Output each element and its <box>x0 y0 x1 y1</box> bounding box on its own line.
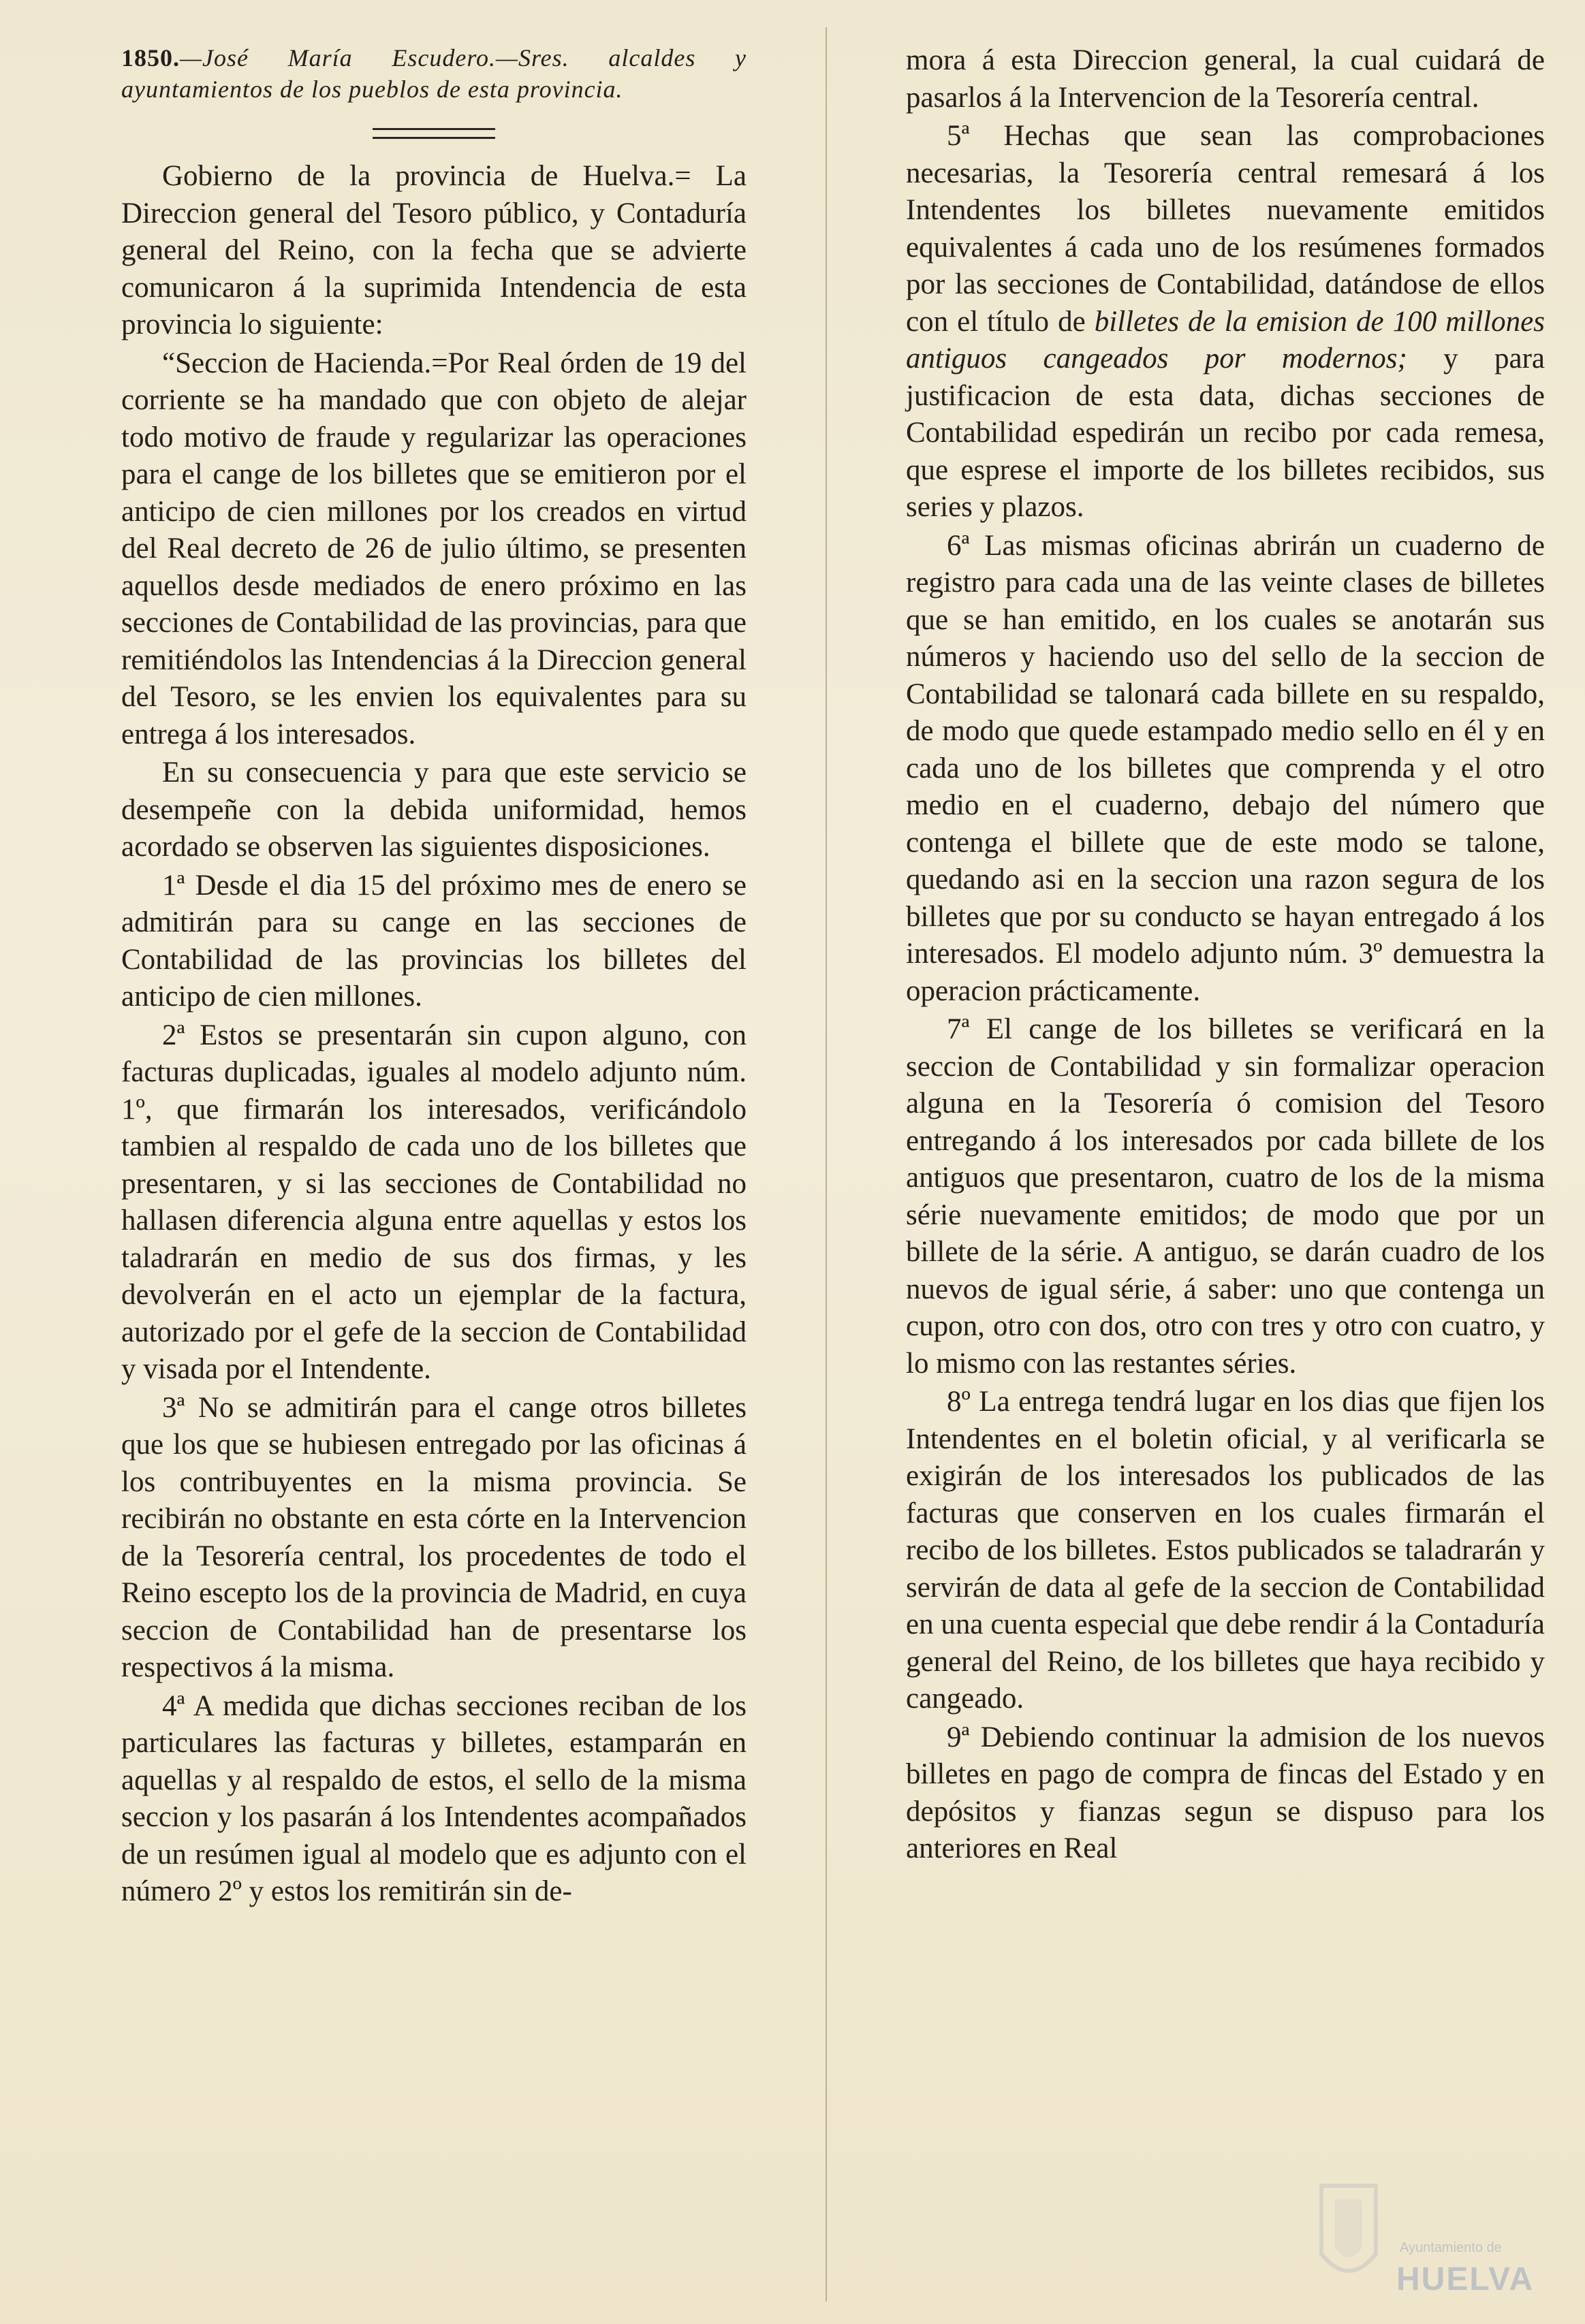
disposicion-text: Las mismas oficinas abrirán un cuaderno de registro para cada una de las veinte clases de billetes que se han emitido, en los cuales se anotarán sus números y haciendo uso del sello de la seccion de Contabilidad se talonará cada billete en su respaldo, de modo que quede estampado medio sello en él y en cada uno de los billetes que comprenda y el otro medio en el cuaderno, debajo del número que contenga el billete que de este modo se talone, quedando asi en la seccion una razon segura de los billetes que por su conducto se hayan entregado á los interesados. El modelo adjunto núm. 3º demuestra la operacion prácticamente. <box>906 529 1545 1007</box>
disposicion-text: La entrega tendrá lugar en los dias que fijen los Intendentes en el boletin oficial, y al verificarla se exigirán de los interesados los publicados de las facturas que conserven en los cuales firmarán el recibo de los billetes. Estos publicados se taladrarán y servirán de data al gefe de la seccion de Contabilidad en una cuenta especial que debe rendir á la Contaduría general del Reino, de los billetes que haya recibido y cangeado. <box>906 1386 1545 1715</box>
paragraph-disposicion-5 <box>906 118 1545 526</box>
paragraph-consecuencia: En su consecuencia y para que este servicio se desempeñe con la debida uniformidad, hemos acordado se observen las siguientes disposiciones. <box>121 757 747 863</box>
paragraph-disposicion-7 <box>906 1011 1545 1382</box>
disposicion-text: Hechas que sean las comprobaciones necesarias, la Tesorería central remesará á los Intendentes los billetes nuevamente emitidos equivalentes á cada uno de los resúmenes formados por las secciones de Contabilidad, datándose de ellos con el título de <box>906 120 1545 338</box>
header-line <box>121 42 747 105</box>
paragraph-disposicion-9 <box>906 1719 1545 1868</box>
double-rule-divider <box>373 128 495 139</box>
disposicion-text: A medida que dichas secciones reciban de los particulares las facturas y billetes, estamparán en aquellas y al respaldo de estos, el sello de la misma seccion y los pasarán á los Intendentes acompañados de un resúmen igual al modelo que es adjunto con el número 2º y estos los remitirán sin de- <box>121 1689 747 1907</box>
paragraph-disposicion-8 <box>906 1384 1545 1718</box>
paragraph-seccion-hacienda: “Seccion de Hacienda.=Por Real órden de 19 del corriente se ha mandado que con objeto de alejar todo motivo de fraude y regularizar las operaciones para el cange de los billetes que se emitieron por el anticipo de cien millones por los creados en virtud del Real decreto de 26 de julio último, se presenten aquellos desde mediados de enero próximo en las secciones de Contabilidad de las provincias, para que remitiéndolos las Intendencias á la Direccion general del Tesoro, se les envien los equivalentes para su entrega á los interesados. <box>121 347 747 750</box>
italic-phrase: billetes de la emision de 100 millones antiguos cangeados por modernos; <box>906 305 1545 375</box>
disposicion-text: Desde el dia 15 del próximo mes de enero se admitirán para su cange en las secciones de Contabilidad de las provincias los billetes del anticipo de cien millones. <box>121 869 747 1013</box>
left-column <box>121 42 747 1912</box>
disposicion-number: 3ª <box>162 1391 185 1424</box>
paragraph-disposicion-2 <box>121 1017 747 1388</box>
paragraph-disposicion-4 <box>121 1688 747 1911</box>
watermark-title: HUELVA <box>1396 2261 1535 2297</box>
disposicion-text-end: y para justificacion de esta data, dichas secciones de Contabilidad espedirán un recibo por cada remesa, que esprese el importe de los billetes recibidos, sus series y plazos. <box>906 343 1545 523</box>
disposicion-number: 6ª <box>947 529 970 562</box>
paragraph-disposicion-6 <box>906 528 1545 1010</box>
right-column <box>906 42 1545 1869</box>
disposicion-number: 5ª <box>947 120 970 152</box>
header-year: 1850. <box>121 44 180 71</box>
paragraph-disposicion-1 <box>121 867 747 1016</box>
disposicion-text: El cange de los billetes se verificará en la seccion de Contabilidad y sin formalizar operacion alguna en la Tesorería ó comision del Tesoro entregando á los interesados por cada billete de los antiguos que presentaron, cuatro de los de la misma série nuevamente emitidos; de modo que por un billete de la série. A antiguo, se darán cuadro de los nuevos de igual série, á saber: uno que contenga un cupon, otro con dos, otro con tres y otro con cuatro, y lo mismo con las restantes séries. <box>906 1013 1545 1380</box>
disposicion-text: No se admitirán para el cange otros billetes que los que se hubiesen entregado por las oficinas á los contribuyentes en la misma provincia. Se recibirán no obstante en esta córte en la Intervencion de la Tesorería central, los procedentes de todo el Reino escepto los de la provincia de Madrid, en cuya seccion de Contabilidad han de presentarse los respectivos á la misma. <box>121 1391 747 1683</box>
paragraph-disposicion-3 <box>121 1390 747 1687</box>
header-text: —José María Escudero.—Sres. alcaldes y ayuntamientos de los pueblos de esta provincia. <box>121 44 747 103</box>
paragraph-continuation: mora á esta Direccion general, la cual cuidará de pasarlos á la Intervencion de la Tesorería central. <box>906 44 1545 114</box>
watermark-caption: Ayuntamiento de <box>1400 2240 1502 2255</box>
disposicion-number: 9ª <box>947 1721 970 1753</box>
column-divider <box>826 27 827 2302</box>
disposicion-number: 2ª <box>162 1019 185 1051</box>
disposicion-number: 8º <box>947 1386 971 1418</box>
disposicion-number: 1ª <box>162 869 185 902</box>
disposicion-number: 4ª <box>162 1689 185 1722</box>
disposicion-number: 7ª <box>947 1013 970 1045</box>
paragraph-intro: Gobierno de la provincia de Huelva.= La Direccion general del Tesoro público, y Contaduría general del Reino, con la fecha que se advierte comunicaron á la suprimida Intendencia de esta provincia lo siguiente: <box>121 160 747 340</box>
disposicion-text: Estos se presentarán sin cupon alguno, con facturas duplicadas, iguales al modelo adjunto núm. 1º, que firmarán los interesados, verificándolo tambien al respaldo de cada uno de los billetes que presentaren, y si las secciones de Contabilidad no hallasen diferencia alguna entre aquellas y estos los taladrarán en medio de sus dos firmas, y les devolverán en el acto un ejemplar de la factura, autorizado por el gefe de la seccion de Contabilidad y visada por el Intendente. <box>121 1019 747 1385</box>
disposicion-text: Debiendo continuar la admision de los nuevos billetes en pago de compra de fincas del Estado y en depósitos y fianzas segun se dispuso para los anteriores en Real <box>906 1721 1545 1864</box>
